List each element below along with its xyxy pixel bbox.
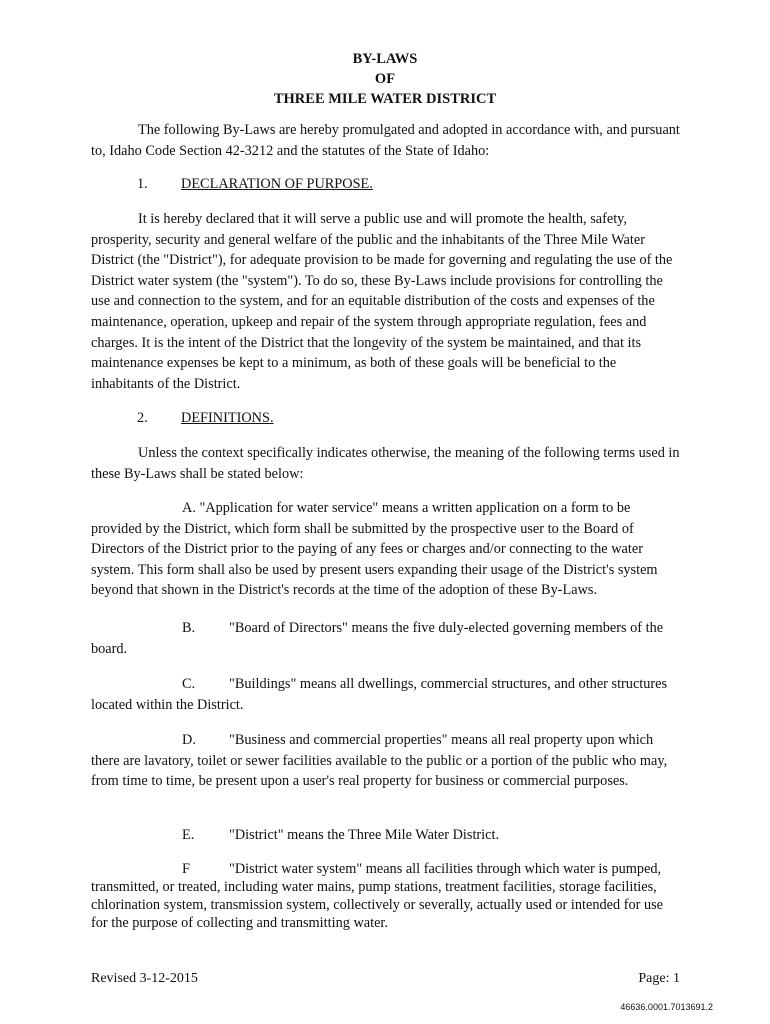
definition-e-text: "District" means the Three Mile Water District. — [229, 827, 500, 843]
section-2-body: Unless the context specifically indicates otherwise, the meaning of the following terms used in these By-Laws shall be stated below: — [91, 445, 680, 482]
definition-f-label: F — [182, 861, 190, 877]
definition-a: A. "Application for water service" means a written application on a form to be provided by the District, which form shall be submitted by the prospective user to the Board of Directors of the District prior to the paying of any fees or charges and/or connecting to the water system. This form shall also be used by present users expanding their usage of the District's system beyond that shown in the District's records at the time of the adoption of these By-Laws. — [91, 500, 658, 599]
section-2-number: 2. — [137, 410, 148, 426]
footer-revised-date: Revised 3-12-2015 — [91, 971, 198, 986]
definition-d — [91, 730, 681, 792]
section-1-title: DECLARATION OF PURPOSE. — [181, 176, 373, 192]
definition-c-text: "Buildings" means all dwellings, commercial structures, and other structures located within the District. — [91, 676, 668, 713]
document-title — [0, 49, 770, 109]
section-1-number: 1. — [137, 176, 148, 192]
definition-b — [91, 618, 681, 659]
footer-page-number: Page: 1 — [638, 971, 680, 986]
title-line-3: THREE MILE WATER DISTRICT — [273, 91, 497, 107]
definition-d-label: D. — [182, 732, 196, 748]
section-2-title: DEFINITIONS. — [181, 410, 274, 426]
definition-d-text: "Business and commercial properties" means all real property upon which there are lavatory, toilet or sewer facilities available to the public or a portion of the public who may, from time to time, be present upon a user's real property for business or commercial purposes. — [91, 732, 668, 790]
definition-c — [91, 674, 681, 715]
section-1-heading — [137, 174, 373, 194]
footer-document-id: 46636.0001.7013691.2 — [620, 1002, 713, 1012]
definition-f — [91, 860, 681, 932]
section-2-heading — [137, 408, 274, 428]
definition-f-text: "District water system" means all facilities through which water is pumped, transmitted, or treated, including water mains, pump stations, treatment facilities, storage facilities, chlorination system, transmission system, collectively or severally, actually used or intended for use for the purpose of collecting and transmitting water. — [91, 861, 664, 931]
section-1-body: It is hereby declared that it will serve a public use and will promote the health, safety, prosperity, security and general welfare of the public and the inhabitants of the Three Mile Water District (the "District"), for adequate provision to be made for governing and regulating the use of the District water system (the "system"). To do so, these By-Laws include provisions for controlling the use and connection to the system, and for an equitable distribution of the costs and expenses of the maintenance, operation, upkeep and repair of the system through appropriate regulation, fees and charges. It is the intent of the District that the longevity of the system be maintained, and that its maintenance expenses be kept to a minimum, as both of these goals will be beneficial to the inhabitants of the District. — [91, 211, 673, 392]
definition-b-text: "Board of Directors" means the five duly-elected governing members of the board. — [91, 620, 664, 657]
definition-e — [91, 825, 681, 846]
title-line-2: OF — [374, 71, 396, 87]
definition-b-label: B. — [182, 620, 196, 636]
definition-c-label: C. — [182, 676, 196, 692]
intro-paragraph: The following By-Laws are hereby promulgated and adopted in accordance with, and pursuant to, Idaho Code Section 42-3212 and the statutes of the State of Idaho: — [91, 122, 680, 159]
definition-e-label: E. — [182, 827, 195, 843]
title-line-1: BY-LAWS — [352, 51, 418, 67]
